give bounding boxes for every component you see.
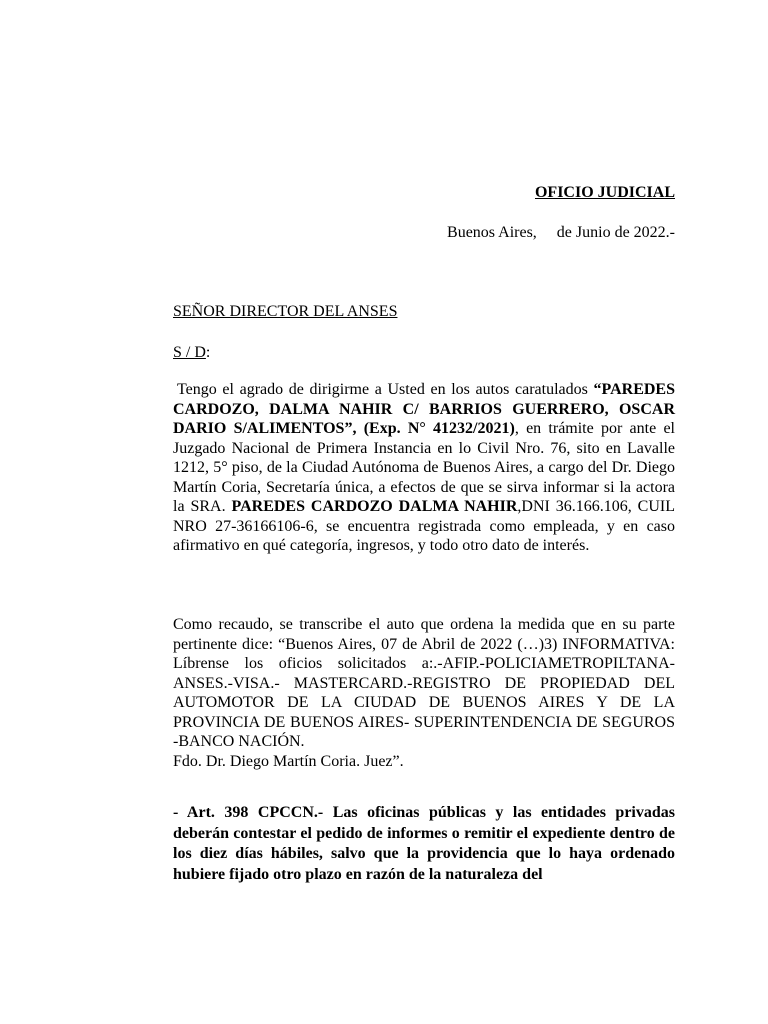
sd-colon: : [205, 344, 211, 361]
date-city: Buenos Aires, [447, 224, 537, 241]
p1-text-1: Tengo el agrado de dirigirme a Usted en los autos caratulados [177, 381, 594, 398]
paragraph-2 [173, 615, 675, 771]
paragraph-1 [173, 380, 675, 556]
date-rest: de Junio de 2022.- [556, 224, 675, 241]
p2-signature: Fdo. Dr. Diego Martín Coria. Juez”. [173, 752, 404, 770]
addressee-text: SEÑOR DIRECTOR DEL ANSES [173, 303, 398, 320]
p1-text-3: ,DNI 36.166.106, CUIL NRO 27-36166106-6, se encuentra registrada como empleada, y en caso afirmativo en qué categoría, ingresos, y todo otro dato de interés. [173, 498, 675, 554]
sd-text: S / D [173, 344, 206, 361]
document-title: OFICIO JUDICIAL [534, 184, 675, 201]
sd-line [173, 343, 675, 363]
date-line [380, 223, 675, 243]
addressee [173, 302, 675, 322]
p3-text: - Art. 398 CPCCN.- Las oficinas públicas y las entidades privadas deberán contestar el pedido de informes o remitir el expediente dentro de los diez días hábiles, salvo que la providencia que lo haya ordenado hubiere fijado otro plazo en razón de la naturaleza del [173, 804, 675, 883]
p1-case-title: “PAREDES CARDOZO, DALMA NAHIR C/ BARRIOS GUERRERO, OSCAR DARIO S/ALIMENTOS”, (Exp. N° 41232/2021) [173, 381, 675, 437]
p2-text: Como recaudo, se transcribe el auto que ordena la medida que en su parte pertinente dice: “Buenos Aires, 07 de Abril de 2022 (…)3) INFORMATIVA: Líbrense los oficios solicitados a:.-AFIP.-POLICIAMETROPILTANA-ANSES.-VISA.- MASTERCARD.-REGISTRO DE PROPIEDAD DEL AUTOMOTOR DE LA CIUDAD DE BUENOS AIRES Y DE LA PROVINCIA DE BUENOS AIRES- SUPERINTENDENCIA DE SEGUROS -BANCO NACIÓN. [173, 616, 675, 750]
p1-text-2: , en trámite por ante el Juzgado Nacional de Primera Instancia en lo Civil Nro. 76, sito en Lavalle 1212, 5° piso, de la Ciudad Autónoma de Buenos Aires, a cargo del Dr. Diego Martín Coria, Secretaría única, a efectos de que se sirva informar si la actora la SRA. [173, 420, 675, 515]
p1-plaintiff-name: PAREDES CARDOZO DALMA NAHIR [231, 498, 518, 515]
paragraph-3 [173, 803, 675, 885]
